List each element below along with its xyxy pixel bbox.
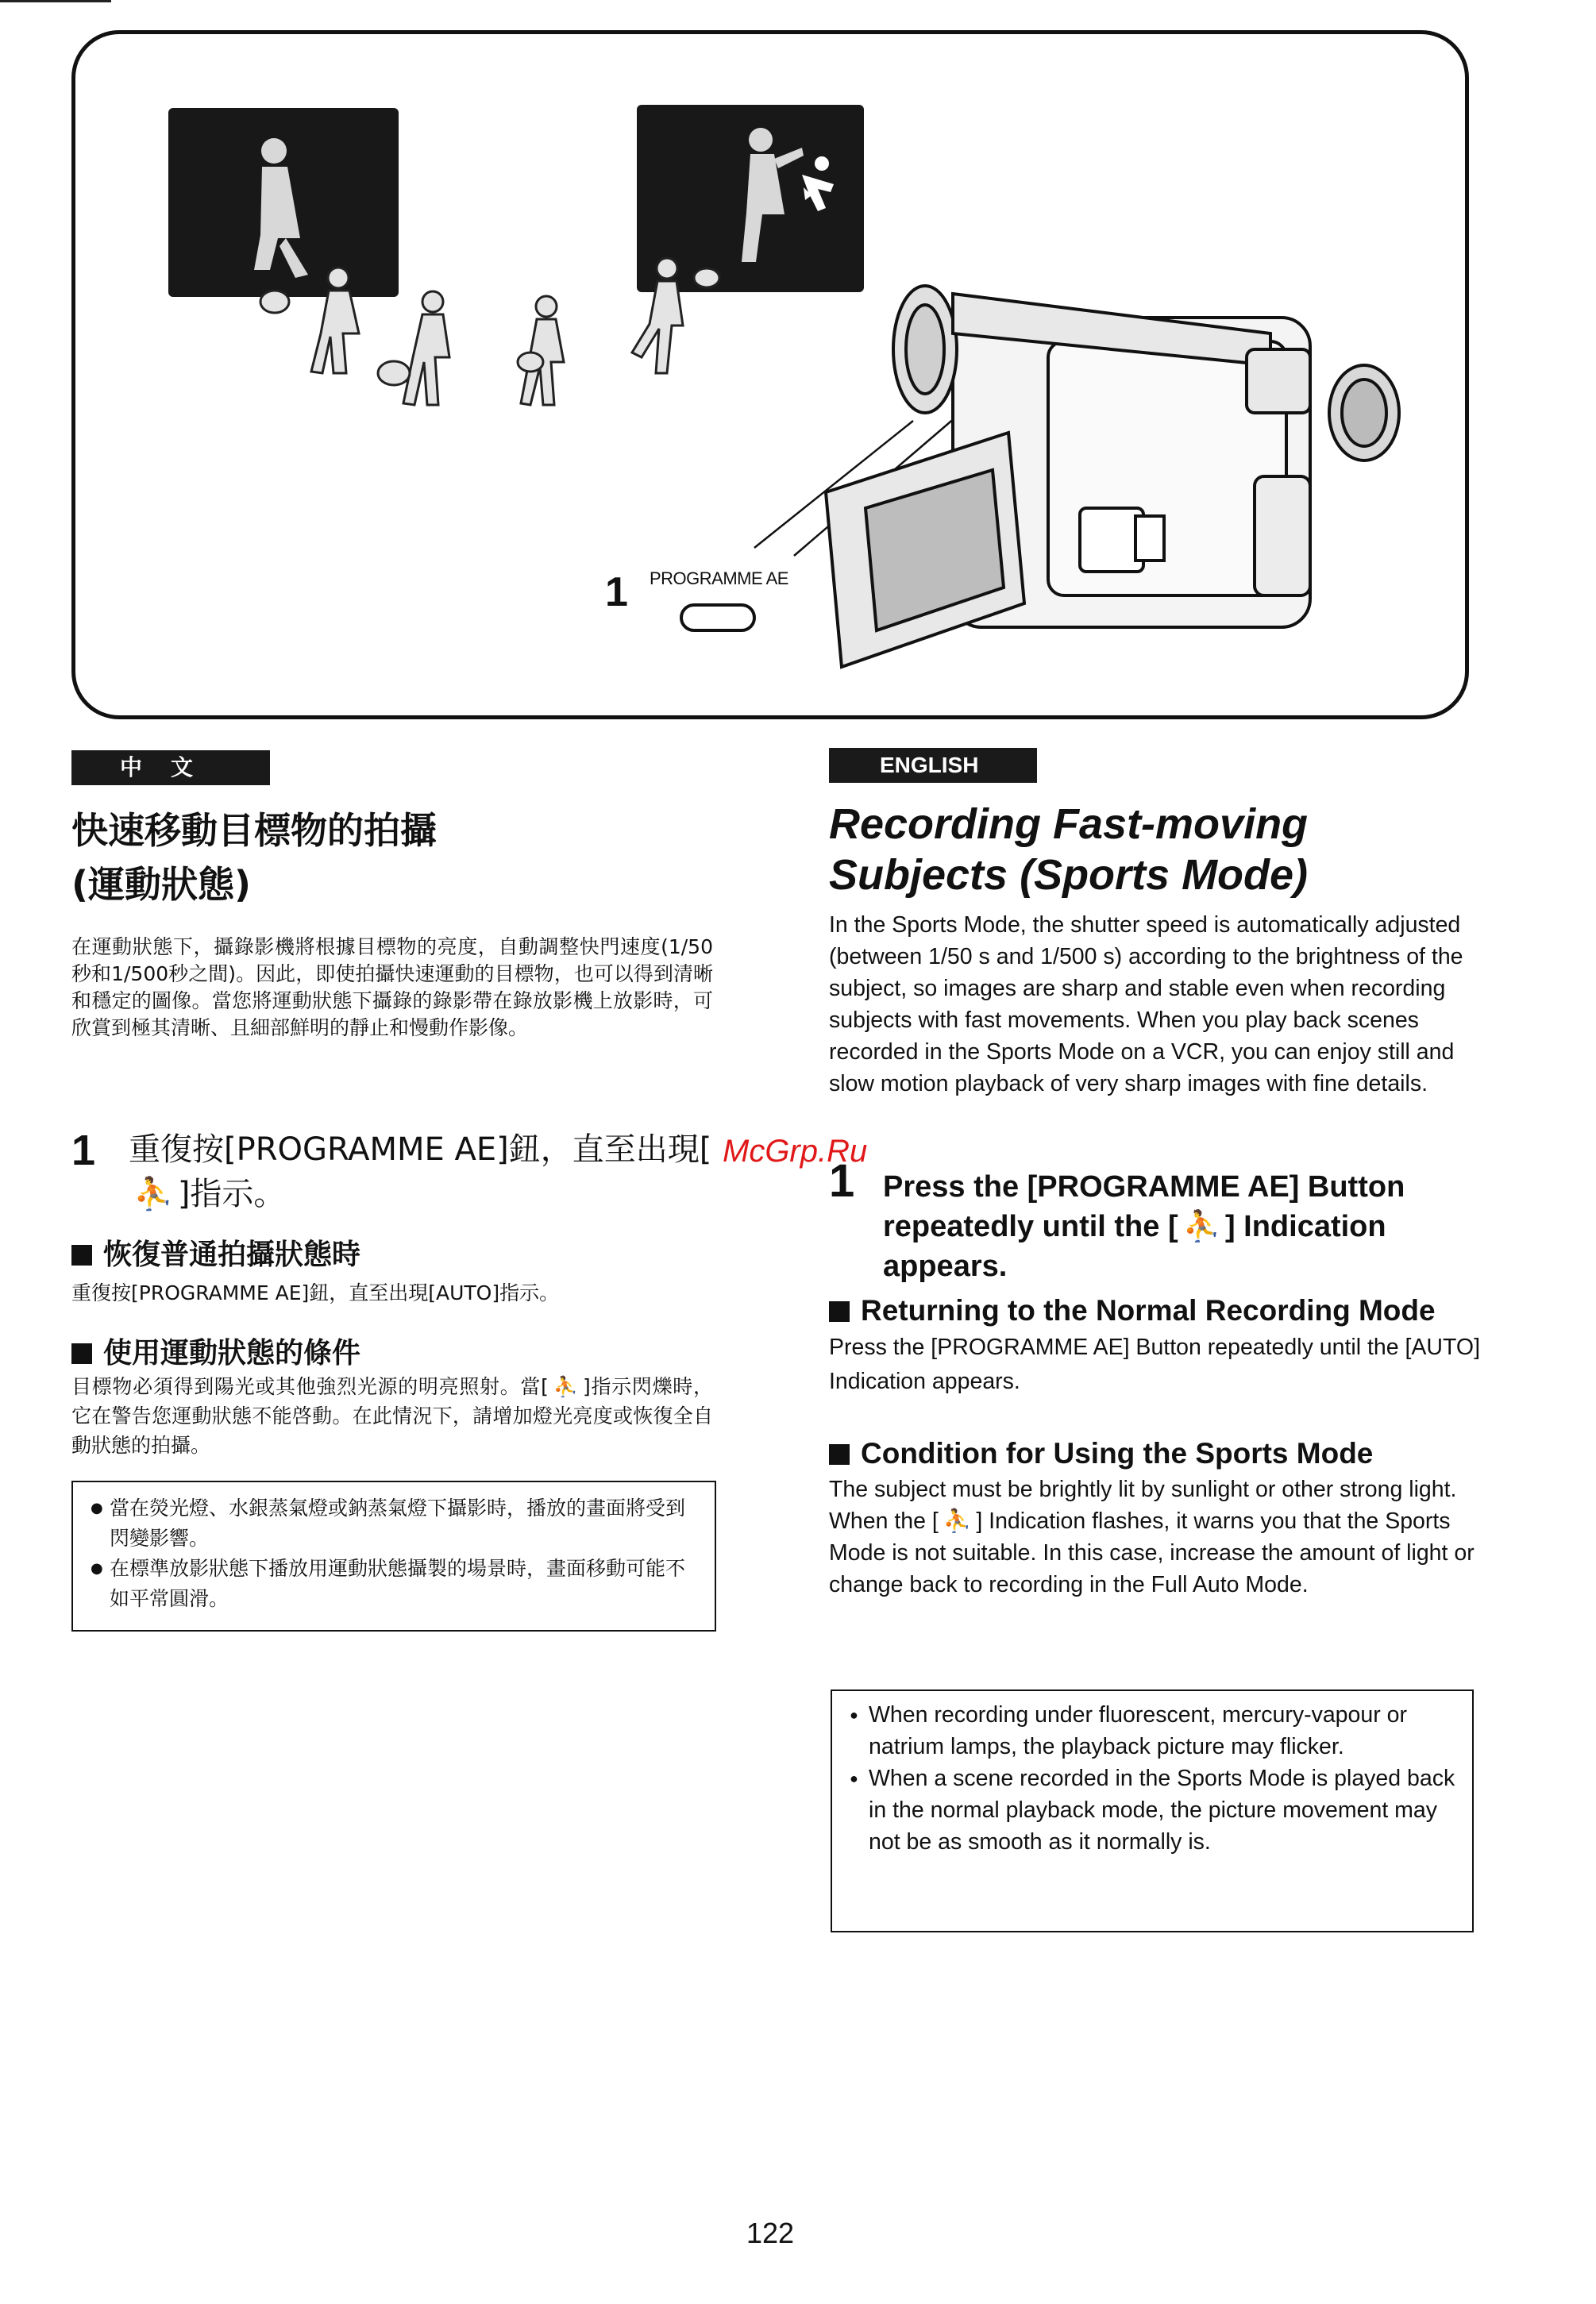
chinese-notes-box xyxy=(71,1481,716,1632)
chinese-note-2: ● 在標準放影狀態下播放用運動狀態攝製的場景時，畫面移動可能不如平常圓滑。 xyxy=(87,1554,700,1614)
square-bullet-icon xyxy=(829,1444,850,1465)
english-notes-box xyxy=(831,1689,1474,1932)
english-step-number: 1 xyxy=(829,1155,855,1207)
figure-3 xyxy=(518,296,564,405)
illustration-step-number: 1 xyxy=(605,569,628,615)
english-title-line1: Recording Fast-moving xyxy=(829,800,1309,848)
chinese-title-line2: (運動狀態) xyxy=(71,863,252,906)
chinese-step-part1: 重復按[PROGRAMME AE]鈕，直至出現[ xyxy=(129,1131,712,1168)
sports-mode-icon: ⛹ xyxy=(133,1176,173,1212)
sports-mode-icon: ⛹ xyxy=(943,1508,972,1534)
programme-ae-label: PROGRAMME AE xyxy=(650,568,788,588)
english-step-text: Press the [PROGRAMME AE] Button repeatedly until the [ ⛹ ] Indication appears. xyxy=(883,1170,1405,1283)
english-language-tag: ENGLISH xyxy=(829,748,1037,783)
programme-ae-button[interactable] xyxy=(680,603,756,632)
english-title-line2: Subjects (Sports Mode) xyxy=(829,851,1309,899)
english-heading-normal-mode: Returning to the Normal Recording Mode xyxy=(829,1294,1436,1327)
english-note-1: ● When recording under fluorescent, mercury-vapour or natrium lamps, the playback picture may flicker. xyxy=(869,1699,1456,1763)
chinese-title xyxy=(71,803,754,911)
english-normal-mode-text: Press the [PROGRAMME AE] Button repeatedly until the [AUTO] Indication appears. xyxy=(829,1335,1480,1394)
english-title xyxy=(829,799,1544,900)
camcorder-icon xyxy=(826,286,1399,667)
chinese-title-line1: 快速移動目標物的拍攝 xyxy=(71,809,437,852)
english-intro: In the Sports Mode, the shutter speed is automatically adjusted (between 1/50 s and 1/500 s) according to the brightness of the subject, so images are sharp and stable even when recording subjects with fast movements. When you play back scenes recorded in the Sports Mode on a VCR, you can enjoy still and slow motion playback of very sharp images with fine details. xyxy=(829,912,1463,1096)
camcorder-illustration xyxy=(0,0,1596,730)
chinese-heading-normal-mode: 恢復普通拍攝狀態時 xyxy=(71,1232,360,1273)
chinese-heading-condition: 使用運動狀態的條件 xyxy=(71,1331,360,1371)
chinese-condition-text: 目標物必須得到陽光或其他強烈光源的明亮照射。當[ ⛹ ]指示閃爍時，它在警告您運動狀態不能啓動。在此情況下，請增加燈光亮度或恢復全自動狀態的拍攝。 xyxy=(71,1372,713,1460)
chinese-step-text xyxy=(129,1127,716,1216)
square-bullet-icon xyxy=(829,1301,850,1322)
square-bullet-icon xyxy=(71,1343,92,1364)
chinese-intro: 在運動狀態下，攝錄影機將根據目標物的亮度，自動調整快門速度(1/50秒和1/500秒之間)。因此，即使拍攝快速運動的目標物，也可以得到清晰和穩定的圖像。當您將運動狀態下攝錄的錄影帶在錄放影機上放影時，可欣賞到極其清晰、且細部鮮明的靜止和慢動作影像。 xyxy=(71,935,713,1039)
chinese-language-tag: 中文 xyxy=(71,750,270,785)
figure-1 xyxy=(260,268,359,373)
chinese-step-part2: ]指示。 xyxy=(177,1176,286,1212)
sports-mode-icon xyxy=(802,156,834,211)
player-in-photo-left xyxy=(254,138,308,278)
figure-2 xyxy=(378,291,449,405)
chinese-note-1: ● 當在熒光燈、水銀蒸氣燈或鈉蒸氣燈下攝影時，播放的畫面將受到閃變影響。 xyxy=(87,1493,700,1554)
english-note-2: ● When a scene recorded in the Sports Mode is played back in the normal playback mode, the picture movement may not be as smooth as it normally is. xyxy=(869,1763,1456,1858)
watermark: McGrp.Ru xyxy=(723,1134,868,1169)
page-number: 122 xyxy=(746,2217,795,2249)
figure-4 xyxy=(632,258,719,373)
english-heading-condition: Condition for Using the Sports Mode xyxy=(829,1437,1373,1470)
sports-mode-icon: ⛹ xyxy=(553,1375,579,1398)
square-bullet-icon xyxy=(71,1245,92,1266)
sports-mode-icon: ⛹ xyxy=(1182,1210,1220,1243)
chinese-step-number: 1 xyxy=(71,1127,96,1174)
english-condition-text: The subject must be brightly lit by sunlight or other strong light. When the [ ⛹ ] Indication flashes, it warns you that the Sports Mode is not suitable. In this case, increase the amount of light or change back to recording in the Full Auto Mode. xyxy=(829,1477,1475,1597)
tennis-sequence xyxy=(260,258,719,405)
chinese-normal-mode-text: 重復按[PROGRAMME AE]鈕，直至出現[AUTO]指示。 xyxy=(71,1281,560,1304)
player-in-photo-right xyxy=(742,128,804,262)
